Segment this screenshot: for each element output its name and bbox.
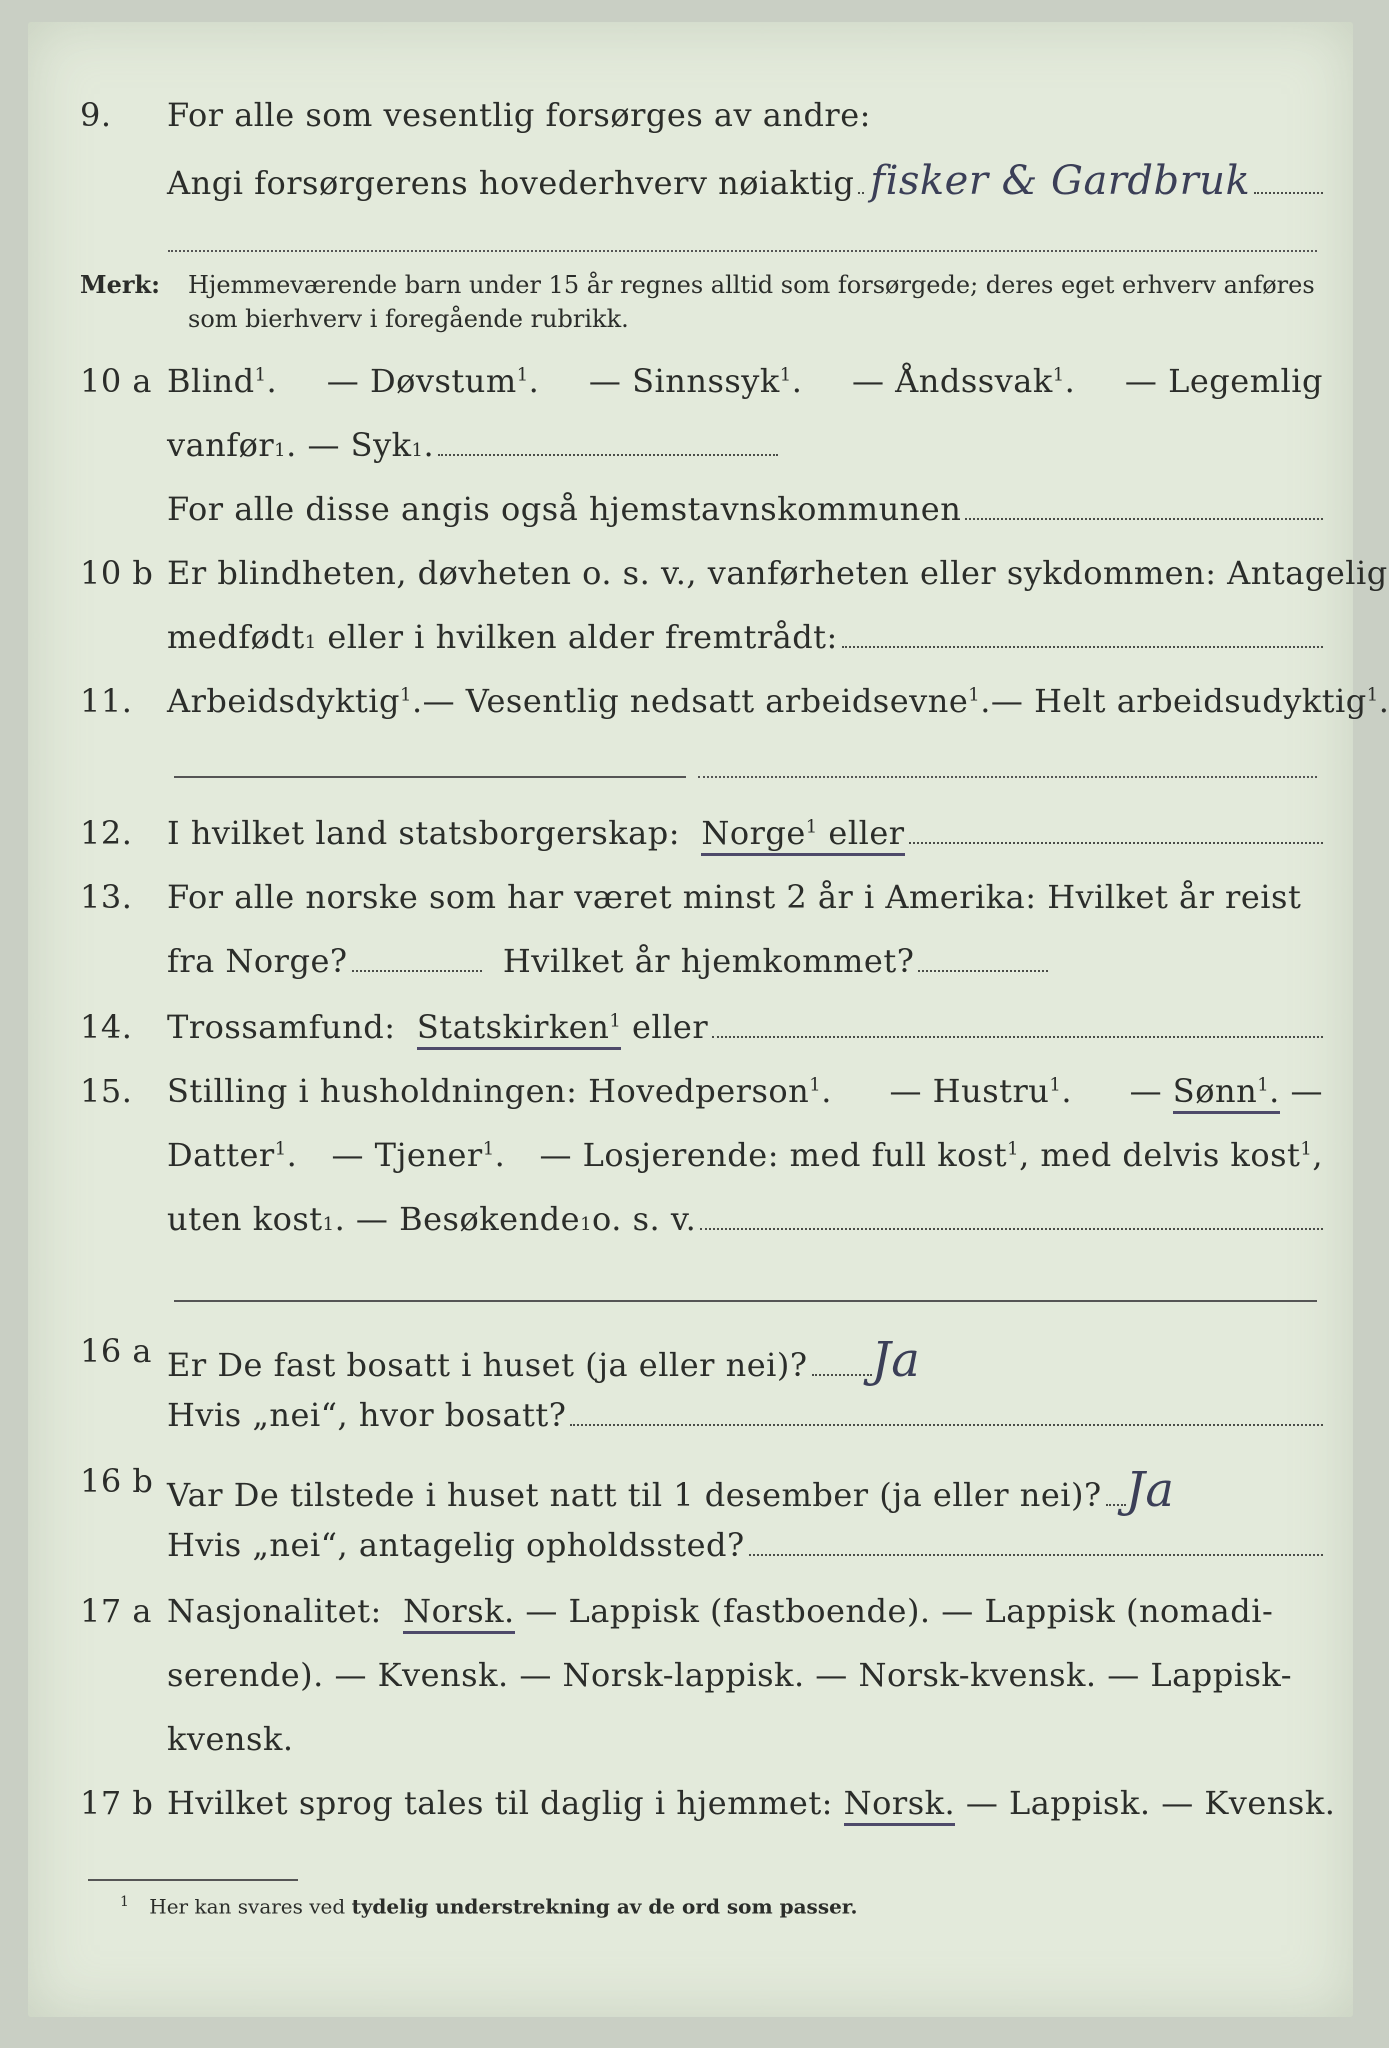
q9-number: 9. (80, 96, 112, 134)
q12-line (28, 814, 1353, 858)
opt-norge-underlined: Norge$^1$ eller (701, 814, 904, 856)
q13-question: For alle norske som har været minst 2 år i Amerika: Hvilket år reist (167, 878, 1302, 916)
opt-uten-kost: uten kost (167, 1200, 323, 1238)
q17b-number: 17 b (80, 1784, 154, 1822)
q13-number: 13. (80, 878, 133, 916)
q15-line1: 15. Stilling i husholdningen: Hovedperson$^1$. — Hustru$^1$. — Sønn$^1$. — (28, 1072, 1353, 1116)
q15-line3: uten kost 1 . — Besøkende 1 o. s. v. (28, 1200, 1353, 1244)
q11-line: 11. Arbeidsdyktig$^1$. — Vesentlig nedsatt arbeidsevne$^1$. — Helt arbeidsudyktig$^1$. (80, 682, 1389, 720)
q16b-line2 (28, 1526, 1353, 1570)
opt-vanfor: vanfør (167, 426, 275, 464)
q10a-line3 (28, 490, 1353, 534)
opt-sonn-underlined: Sønn$^1$. (1173, 1072, 1280, 1114)
q15-number: 15. (80, 1072, 133, 1110)
q16b-line1 (28, 1462, 1353, 1518)
opt-dovstum: — Døvstum (326, 362, 517, 400)
opt-hustru: — Hustru (889, 1072, 1050, 1110)
opt-syk: — Syk (307, 426, 412, 464)
opt-tjener: — Tjener (331, 1136, 483, 1174)
q17a-line1: 17 a Nasjonalitet: Norsk. — Lappisk (fastboende). — Lappisk (nomadi- (28, 1592, 1353, 1636)
opt-blind: Blind (167, 362, 255, 400)
q16b-opholdssted-prompt: Hvis „nei“, antagelig opholdssted? (167, 1526, 745, 1564)
q13-hjemkommet-prompt: Hvilket år hjemkommet? (502, 942, 915, 980)
q16a-question: Er De fast bosatt i huset (ja eller nei)? (167, 1346, 808, 1384)
q16a-bosatt-prompt: Hvis „nei“, hvor bosatt? (167, 1396, 567, 1434)
q10b-number: 10 b (80, 554, 154, 592)
q16a-line2 (28, 1396, 1353, 1440)
merk-text: Hjemmeværende barn under 15 år regnes alltid som forsørgede; deres eget erhverv anføres som bierhverv i foregående rubrikk. (188, 271, 1315, 333)
q12-question: I hvilket land statsborgerskap: (167, 814, 680, 852)
opt-losjerende: — Losjerende: med full kost (539, 1136, 1008, 1174)
q11-number: 11. (80, 682, 133, 720)
answer-line (174, 776, 686, 778)
q10a-line2: vanfør 1 . — Syk 1 . (28, 426, 1353, 470)
q14-question: Trossamfund: (167, 1008, 396, 1046)
opt-besokende: — Besøkende (355, 1200, 581, 1238)
opt-nedsatt-arbeidsevne: — Vesentlig nedsatt arbeidsevne (422, 682, 969, 720)
q15-line2: Datter$^1$. — Tjener$^1$. — Losjerende: med full kost$^1$, med delvis kost$^1$, (167, 1136, 1323, 1174)
q17a-question: Nasjonalitet: (167, 1592, 382, 1630)
q10b-line1 (28, 554, 1388, 598)
q9-prompt: Angi forsørgerens hovederhverv nøiaktig (167, 164, 855, 202)
q9-line2 (28, 158, 1353, 202)
opt-datter: Datter (167, 1136, 275, 1174)
q10b-question: Er blindheten, døvheten o. s. v., vanførheten eller sykdommen: Antagelig (167, 554, 1388, 592)
q10b-line2: medfødt 1 eller i hvilken alder fremtrådt: (28, 618, 1353, 662)
q17a-number: 17 a (80, 1592, 152, 1630)
q13-line1 (28, 878, 1353, 922)
q16b-handwritten-answer: Ja (1125, 1462, 1175, 1518)
opt-medfodt: medfødt (167, 618, 305, 656)
q13-reist-prompt: fra Norge? (167, 942, 348, 980)
q16a-line1 (28, 1332, 1353, 1388)
census-form-page (28, 22, 1389, 2017)
q17a-line3: kvensk. (167, 1720, 294, 1758)
q9-handwritten-answer: fisker & Gardbruk (870, 158, 1251, 204)
opt-andssvak: — Åndssvak (851, 362, 1053, 400)
q13-line2 (28, 942, 1353, 986)
opt-arbeidsudyktig: — Helt arbeidsudyktig (990, 682, 1367, 720)
divider (168, 250, 1317, 252)
opt-hovedperson: Stilling i husholdningen: Hovedperson (167, 1072, 810, 1110)
q14-number: 14. (80, 1008, 133, 1046)
q16a-handwritten-answer: Ja (871, 1332, 921, 1388)
footnote-rule (88, 1879, 298, 1881)
q10a-number: 10 a (80, 362, 152, 400)
q17b-line: 17 b Hvilket sprog tales til daglig i hjemmet: Norsk. — Lappisk. — Kvensk. (28, 1784, 1353, 1828)
q14-line: 14. Trossamfund: Statskirken$^1$ eller (28, 1008, 1353, 1052)
opt-statskirken-underlined: Statskirken$^1$ (417, 1008, 621, 1050)
q17b-question: Hvilket sprog tales til daglig i hjemmet: (167, 1784, 833, 1822)
opt-norsk-underlined: Norsk. (844, 1784, 956, 1826)
opt-norsk-underlined: Norsk. (403, 1592, 515, 1634)
q16b-number: 16 b (80, 1462, 154, 1500)
q16b-question: Var De tilstede i huset natt til 1 desember (ja eller nei)? (167, 1476, 1102, 1514)
q10a-line1: 10 a Blind$^1$. — Døvstum$^1$. — Sinnssyk$^1$. — Åndssvak$^1$. — Legemlig (80, 362, 1323, 400)
footnote: $^1$ Her kan svares ved tydelig understrekning av de ord som passer. (120, 1894, 858, 1919)
q12-number: 12. (80, 814, 133, 852)
merk-label: Merk: (80, 270, 160, 299)
answer-line (698, 776, 1317, 778)
opt-sinnssyk: — Sinnssyk (588, 362, 780, 400)
q9-line1 (28, 96, 1353, 140)
q10b-alder-prompt: eller i hvilken alder fremtrådt: (327, 618, 838, 656)
q10a-hjemstavn-prompt: For alle disse angis også hjemstavnskommunen (167, 490, 962, 528)
opt-legemlig: — Legemlig (1124, 362, 1323, 400)
q17a-line2: serende). — Kvensk. — Norsk-lappisk. — Norsk-kvensk. — Lappisk- (167, 1656, 1293, 1694)
opt-arbeidsdyktig: Arbeidsdyktig (167, 682, 400, 720)
q9-question: For alle som vesentlig forsørges av andre: (167, 96, 871, 134)
q16a-number: 16 a (80, 1332, 152, 1370)
answer-line (174, 1300, 1317, 1302)
